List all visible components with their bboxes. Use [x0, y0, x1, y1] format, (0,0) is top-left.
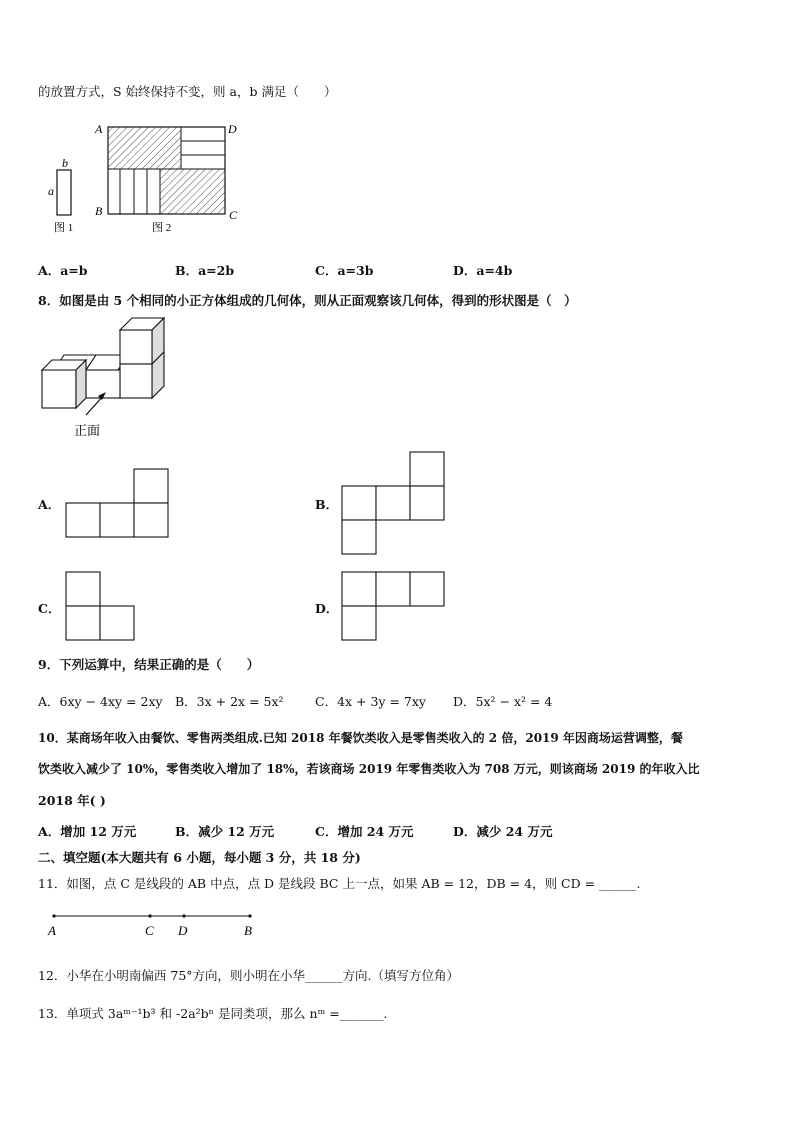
q11-segment-figure	[40, 905, 270, 941]
q10-option-c: C．增加 24 万元	[315, 824, 414, 839]
q7-figure	[40, 115, 260, 240]
q8-option-d-label: D．	[315, 601, 339, 616]
section-2-heading: 二、填空题(本大题共有 6 小题，每小题 3 分，共 18 分)	[38, 850, 361, 865]
point-B: B	[244, 923, 252, 938]
q10-option-d: D．减少 24 万元	[453, 824, 553, 839]
hatched-bottom-right	[160, 169, 225, 214]
q9-stem: 9．下列运算中，结果正确的是（ ）	[38, 657, 260, 672]
q7-option-c: C．a=3b	[315, 263, 374, 278]
corner-A: A	[95, 122, 103, 136]
q8-option-a-figure	[65, 468, 171, 540]
q9-option-d: D．5x² − x² = 4	[453, 694, 553, 709]
q8-stem: 8．如图是由 5 个相同的小正方体组成的几何体，则从正面观察该几何体，得到的形状图是（ ）	[38, 293, 577, 308]
q7-option-d: D．a=4b	[453, 263, 513, 278]
q9-option-b: B．3x + 2x = 5x²	[175, 694, 284, 709]
corner-B: B	[95, 204, 103, 218]
hatched-top-left	[108, 127, 181, 169]
q13-stem: 13．单项式 3aᵐ⁻¹b³ 和 -2a²bⁿ 是同类项，那么 nᵐ =_______.	[38, 1006, 388, 1021]
q7-stem: 的放置方式，S 始终保持不变，则 a，b 满足（ ）	[38, 84, 337, 99]
q7-option-b: B．a=2b	[175, 263, 235, 278]
q8-option-d-figure	[341, 571, 447, 643]
q8-solid-figure	[38, 315, 173, 440]
corner-D: D	[228, 122, 237, 136]
q10-line1: 10．某商场年收入由餐饮、零售两类组成.已知 2018 年餐饮类收入是零售类收入的 2 倍，2019 年因商场运营调整，餐	[38, 731, 683, 745]
q12-stem: 12．小华在小明南偏西 75°方向，则小明在小华______方向.（填写方位角）	[38, 968, 460, 983]
q11-stem: 11．如图，点 C 是线段的 AB 中点，点 D 是线段 BC 上一点，如果 AB = 12，DB = 4，则 CD = ______.	[38, 876, 641, 891]
q10-option-b: B．减少 12 万元	[175, 824, 275, 839]
q7-option-a: A．a=b	[38, 263, 88, 278]
corner-C: C	[229, 208, 238, 222]
front-label: 正面	[74, 423, 101, 438]
q9-option-a: A．6xy − 4xy = 2xy	[38, 694, 163, 709]
point-A: A	[48, 923, 56, 938]
q8-option-c-figure	[65, 571, 137, 643]
q10-line2: 饮类收入减少了 10%，零售类收入增加了 18%，若该商场 2019 年零售类收入为 708 万元，则该商场 2019 的年收入比	[38, 762, 700, 776]
fig1-a-label: a	[48, 184, 54, 198]
fig1-caption: 图 1	[54, 222, 74, 234]
strip-rect	[57, 170, 71, 215]
fig1-b-label: b	[62, 156, 68, 170]
q8-option-b-label: B．	[315, 497, 339, 512]
fig2-caption: 图 2	[152, 222, 172, 234]
q8-option-c-label: C．	[38, 601, 61, 616]
point-D: D	[178, 923, 188, 938]
q9-option-c: C．4x + 3y = 7xy	[315, 694, 426, 709]
q8-option-a-label: A．	[38, 497, 61, 512]
q10-line3: 2018 年( )	[38, 793, 106, 808]
q10-option-a: A．增加 12 万元	[38, 824, 137, 839]
q8-option-b-figure	[341, 451, 447, 557]
point-C: C	[145, 923, 154, 938]
